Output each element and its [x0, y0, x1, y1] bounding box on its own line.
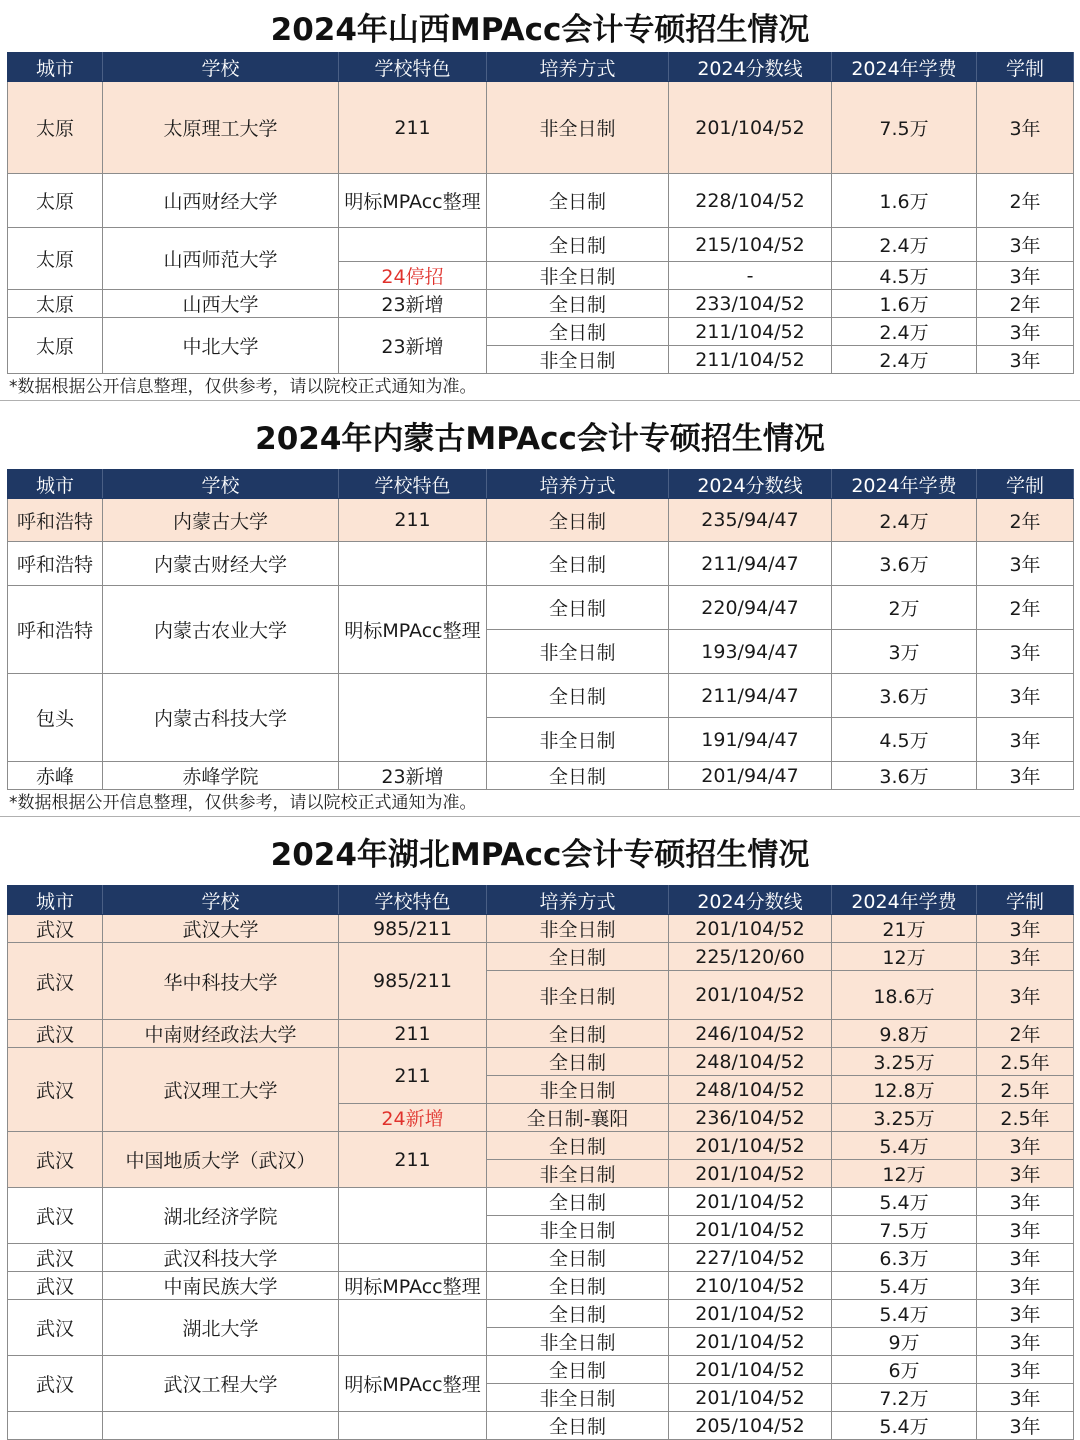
cell-city: 呼和浩特 [8, 499, 103, 542]
cell-school: 武汉工程大学 [103, 1356, 339, 1412]
header-feature: 学校特色 [339, 886, 487, 915]
cell-duration: 3年 [977, 762, 1074, 790]
table-row [8, 1300, 1074, 1328]
cell-mode: 非全日制 [487, 971, 669, 1020]
cell-feature: 985/211 [339, 943, 487, 1020]
cell-tuition: 4.5万 [832, 718, 977, 762]
cell-mode: 非全日制 [487, 1160, 669, 1188]
table-header-row [8, 886, 1074, 915]
cell-school: 武汉理工大学 [103, 1048, 339, 1132]
cell-school: 赤峰学院 [103, 762, 339, 790]
cell-tuition: 5.4万 [832, 1272, 977, 1300]
cell-feature [339, 542, 487, 586]
header-school: 学校 [103, 470, 339, 499]
cell-tuition: 5.4万 [832, 1300, 977, 1328]
cell-tuition: 2.4万 [832, 228, 977, 262]
cell-duration: 3年 [977, 915, 1074, 943]
cell-feature: 211 [339, 1048, 487, 1104]
cell-feature: 211 [339, 1020, 487, 1048]
header-tuition: 2024年学费 [832, 53, 977, 82]
table-row [8, 82, 1074, 174]
cell-school: 华中科技大学 [103, 943, 339, 1020]
cell-feature [339, 1412, 487, 1440]
cell-tuition: 3.6万 [832, 762, 977, 790]
cell-score: 211/104/52 [669, 318, 832, 346]
cell-feature: 23新增 [339, 290, 487, 318]
cell-school: 内蒙古大学 [103, 499, 339, 542]
cell-school: 内蒙古农业大学 [103, 586, 339, 674]
header-tuition: 2024年学费 [832, 470, 977, 499]
table-row [8, 1188, 1074, 1216]
cell-score: 201/104/52 [669, 1160, 832, 1188]
cell-city: 呼和浩特 [8, 542, 103, 586]
cell-tuition: 6.3万 [832, 1244, 977, 1272]
cell-duration: 3年 [977, 971, 1074, 1020]
cell-duration: 3年 [977, 718, 1074, 762]
cell-score: 191/94/47 [669, 718, 832, 762]
cell-city: 赤峰 [8, 762, 103, 790]
cell-score: 201/104/52 [669, 1328, 832, 1356]
cell-feature: 985/211 [339, 915, 487, 943]
cell-duration: 3年 [977, 630, 1074, 674]
cell-mode: 全日制 [487, 943, 669, 971]
cell-duration: 3年 [977, 542, 1074, 586]
cell-score: 227/104/52 [669, 1244, 832, 1272]
cell-school: 武汉科技大学 [103, 1244, 339, 1272]
cell-duration: 3年 [977, 346, 1074, 374]
table-row [8, 586, 1074, 630]
section-title-shanxi: 2024年山西MPAcc会计专硕招生情况 [270, 11, 810, 48]
cell-score: 248/104/52 [669, 1076, 832, 1104]
cell-tuition: 3.25万 [832, 1104, 977, 1132]
cell-score: 201/104/52 [669, 1216, 832, 1244]
cell-city: 武汉 [8, 1300, 103, 1356]
table-row [8, 1244, 1074, 1272]
cell-city: 武汉 [8, 915, 103, 943]
cell-tuition: 1.6万 [832, 290, 977, 318]
table-row [8, 1132, 1074, 1160]
header-score: 2024分数线 [669, 53, 832, 82]
cell-feature [339, 1244, 487, 1272]
table-row [8, 318, 1074, 346]
cell-city: 武汉 [8, 1048, 103, 1132]
cell-score: 233/104/52 [669, 290, 832, 318]
cell-duration: 3年 [977, 82, 1074, 174]
cell-school: 中南民族大学 [103, 1272, 339, 1300]
header-mode: 培养方式 [487, 886, 669, 915]
cell-mode: 非全日制 [487, 1328, 669, 1356]
cell-school: 山西师范大学 [103, 228, 339, 290]
cell-city: 太原 [8, 290, 103, 318]
table-row [8, 174, 1074, 228]
cell-mode: 全日制 [487, 1020, 669, 1048]
table-row [8, 943, 1074, 971]
table-row [8, 228, 1074, 262]
cell-duration: 2.5年 [977, 1048, 1074, 1076]
cell-city: 武汉 [8, 1272, 103, 1300]
cell-feature-status: 24停招 [339, 262, 487, 290]
cell-duration: 3年 [977, 1132, 1074, 1160]
cell-mode: 非全日制 [487, 915, 669, 943]
table-row [8, 674, 1074, 718]
cell-city [8, 1412, 103, 1440]
cell-tuition: 3万 [832, 630, 977, 674]
cell-mode: 全日制 [487, 762, 669, 790]
header-duration: 学制 [977, 470, 1074, 499]
disclaimer-note: *数据根据公开信息整理，仅供参考，请以院校正式通知为准。 [0, 374, 1080, 401]
cell-mode: 全日制 [487, 1412, 669, 1440]
table-row [8, 542, 1074, 586]
cell-duration: 2.5年 [977, 1076, 1074, 1104]
cell-mode: 全日制 [487, 1132, 669, 1160]
cell-tuition: 12万 [832, 1160, 977, 1188]
disclaimer-note: *数据根据公开信息整理，仅供参考，请以院校正式通知为准。 [0, 790, 1080, 817]
table-row [8, 762, 1074, 790]
section-title-hubei: 2024年湖北MPAcc会计专硕招生情况 [270, 836, 810, 873]
cell-mode: 全日制 [487, 1048, 669, 1076]
cell-tuition: 6万 [832, 1356, 977, 1384]
table-row [8, 1048, 1074, 1076]
cell-score: 235/94/47 [669, 499, 832, 542]
cell-score: 201/94/47 [669, 762, 832, 790]
inner-mongolia-table [7, 469, 1074, 790]
cell-mode: 非全日制 [487, 1216, 669, 1244]
cell-mode: 全日制 [487, 318, 669, 346]
cell-tuition: 5.4万 [832, 1188, 977, 1216]
cell-tuition: 7.5万 [832, 1216, 977, 1244]
cell-duration: 3年 [977, 1412, 1074, 1440]
cell-city: 武汉 [8, 1244, 103, 1272]
hubei-table [7, 885, 1074, 1440]
cell-school: 山西大学 [103, 290, 339, 318]
cell-feature: 211 [339, 499, 487, 542]
cell-score: 205/104/52 [669, 1412, 832, 1440]
cell-feature: 明标MPAcc整理 [339, 586, 487, 674]
header-school: 学校 [103, 53, 339, 82]
header-school: 学校 [103, 886, 339, 915]
cell-city: 武汉 [8, 943, 103, 1020]
cell-duration: 3年 [977, 1356, 1074, 1384]
cell-mode: 非全日制 [487, 1076, 669, 1104]
cell-city: 武汉 [8, 1020, 103, 1048]
header-feature: 学校特色 [339, 53, 487, 82]
cell-school: 武汉大学 [103, 915, 339, 943]
header-score: 2024分数线 [669, 470, 832, 499]
cell-tuition: 9万 [832, 1328, 977, 1356]
cell-duration: 3年 [977, 1188, 1074, 1216]
cell-feature: 211 [339, 1132, 487, 1188]
cell-duration: 2年 [977, 586, 1074, 630]
cell-tuition: 4.5万 [832, 262, 977, 290]
cell-school: 中国地质大学（武汉） [103, 1132, 339, 1188]
cell-tuition: 1.6万 [832, 174, 977, 228]
cell-tuition: 2.4万 [832, 346, 977, 374]
cell-school: 湖北经济学院 [103, 1188, 339, 1244]
cell-duration: 3年 [977, 943, 1074, 971]
cell-mode: 非全日制 [487, 718, 669, 762]
table-header-row [8, 470, 1074, 499]
cell-feature [339, 1188, 487, 1244]
header-score: 2024分数线 [669, 886, 832, 915]
cell-city: 太原 [8, 174, 103, 228]
table-row [8, 290, 1074, 318]
cell-mode: 非全日制 [487, 1384, 669, 1412]
cell-duration: 3年 [977, 1160, 1074, 1188]
cell-mode: 非全日制 [487, 630, 669, 674]
cell-tuition: 2万 [832, 586, 977, 630]
cell-feature: 211 [339, 82, 487, 174]
header-duration: 学制 [977, 886, 1074, 915]
cell-score: 201/104/52 [669, 1188, 832, 1216]
cell-city: 太原 [8, 228, 103, 290]
cell-score: 193/94/47 [669, 630, 832, 674]
cell-mode: 全日制 [487, 228, 669, 262]
cell-score: 201/104/52 [669, 1300, 832, 1328]
cell-tuition: 12万 [832, 943, 977, 971]
cell-tuition: 9.8万 [832, 1020, 977, 1048]
cell-mode: 全日制 [487, 499, 669, 542]
cell-tuition: 18.6万 [832, 971, 977, 1020]
header-mode: 培养方式 [487, 470, 669, 499]
cell-duration: 3年 [977, 1244, 1074, 1272]
cell-school: 中南财经政法大学 [103, 1020, 339, 1048]
cell-feature [339, 674, 487, 762]
table-row [8, 1356, 1074, 1384]
cell-duration: 2年 [977, 1020, 1074, 1048]
cell-duration: 3年 [977, 1300, 1074, 1328]
cell-duration: 3年 [977, 1216, 1074, 1244]
cell-score: 211/104/52 [669, 346, 832, 374]
cell-score: 201/104/52 [669, 1132, 832, 1160]
cell-feature: 23新增 [339, 318, 487, 374]
header-feature: 学校特色 [339, 470, 487, 499]
cell-mode: 全日制 [487, 1300, 669, 1328]
header-city: 城市 [8, 470, 103, 499]
cell-score: 215/104/52 [669, 228, 832, 262]
cell-tuition: 21万 [832, 915, 977, 943]
header-tuition: 2024年学费 [832, 886, 977, 915]
header-city: 城市 [8, 53, 103, 82]
cell-mode: 全日制 [487, 542, 669, 586]
cell-mode: 全日制 [487, 674, 669, 718]
cell-tuition: 2.4万 [832, 499, 977, 542]
cell-school: 湖北大学 [103, 1300, 339, 1356]
section-title-inner-mongolia: 2024年内蒙古MPAcc会计专硕招生情况 [255, 420, 825, 457]
cell-mode: 全日制 [487, 290, 669, 318]
cell-score: 201/104/52 [669, 915, 832, 943]
cell-score: 201/104/52 [669, 1356, 832, 1384]
cell-mode: 全日制-襄阳 [487, 1104, 669, 1132]
cell-school: 太原理工大学 [103, 82, 339, 174]
cell-score: 225/120/60 [669, 943, 832, 971]
header-duration: 学制 [977, 53, 1074, 82]
cell-feature [339, 228, 487, 262]
header-city: 城市 [8, 886, 103, 915]
cell-feature-status: 24新增 [339, 1104, 487, 1132]
cell-mode: 非全日制 [487, 262, 669, 290]
cell-score: 211/94/47 [669, 542, 832, 586]
table-row [8, 499, 1074, 542]
cell-mode: 全日制 [487, 1272, 669, 1300]
cell-score: 211/94/47 [669, 674, 832, 718]
header-mode: 培养方式 [487, 53, 669, 82]
cell-duration: 2年 [977, 290, 1074, 318]
cell-score: 246/104/52 [669, 1020, 832, 1048]
cell-mode: 非全日制 [487, 346, 669, 374]
cell-duration: 3年 [977, 1328, 1074, 1356]
shanxi-table [7, 52, 1074, 374]
cell-duration: 3年 [977, 318, 1074, 346]
cell-school [103, 1412, 339, 1440]
cell-tuition: 2.4万 [832, 318, 977, 346]
table-row [8, 915, 1074, 943]
cell-school: 中北大学 [103, 318, 339, 374]
cell-duration: 2年 [977, 499, 1074, 542]
cell-feature: 明标MPAcc整理 [339, 1356, 487, 1412]
cell-feature [339, 1300, 487, 1356]
cell-tuition: 3.6万 [832, 542, 977, 586]
cell-mode: 全日制 [487, 174, 669, 228]
cell-score: 228/104/52 [669, 174, 832, 228]
cell-score: 201/104/52 [669, 1384, 832, 1412]
table-row [8, 1020, 1074, 1048]
cell-score: 220/94/47 [669, 586, 832, 630]
cell-duration: 3年 [977, 1272, 1074, 1300]
table-header-row [8, 53, 1074, 82]
cell-feature: 明标MPAcc整理 [339, 1272, 487, 1300]
table-row [8, 1412, 1074, 1440]
cell-duration: 3年 [977, 1384, 1074, 1412]
cell-score: 236/104/52 [669, 1104, 832, 1132]
cell-city: 呼和浩特 [8, 586, 103, 674]
cell-mode: 全日制 [487, 586, 669, 630]
cell-duration: 2年 [977, 174, 1074, 228]
cell-city: 武汉 [8, 1132, 103, 1188]
cell-tuition: 12.8万 [832, 1076, 977, 1104]
cell-duration: 3年 [977, 228, 1074, 262]
cell-tuition: 5.4万 [832, 1132, 977, 1160]
cell-score: - [669, 262, 832, 290]
cell-tuition: 7.5万 [832, 82, 977, 174]
cell-school: 内蒙古科技大学 [103, 674, 339, 762]
cell-mode: 全日制 [487, 1356, 669, 1384]
cell-feature: 23新增 [339, 762, 487, 790]
cell-feature: 明标MPAcc整理 [339, 174, 487, 228]
cell-duration: 3年 [977, 674, 1074, 718]
cell-score: 201/104/52 [669, 82, 832, 174]
cell-city: 武汉 [8, 1356, 103, 1412]
cell-score: 248/104/52 [669, 1048, 832, 1076]
cell-tuition: 3.6万 [832, 674, 977, 718]
cell-duration: 2.5年 [977, 1104, 1074, 1132]
cell-score: 210/104/52 [669, 1272, 832, 1300]
cell-city: 包头 [8, 674, 103, 762]
cell-city: 太原 [8, 318, 103, 374]
cell-mode: 全日制 [487, 1244, 669, 1272]
cell-tuition: 7.2万 [832, 1384, 977, 1412]
cell-tuition: 5.4万 [832, 1412, 977, 1440]
cell-mode: 全日制 [487, 1188, 669, 1216]
cell-tuition: 3.25万 [832, 1048, 977, 1076]
cell-mode: 非全日制 [487, 82, 669, 174]
cell-city: 武汉 [8, 1188, 103, 1244]
cell-school: 山西财经大学 [103, 174, 339, 228]
cell-duration: 3年 [977, 262, 1074, 290]
cell-score: 201/104/52 [669, 971, 832, 1020]
cell-city: 太原 [8, 82, 103, 174]
cell-school: 内蒙古财经大学 [103, 542, 339, 586]
table-row [8, 1272, 1074, 1300]
